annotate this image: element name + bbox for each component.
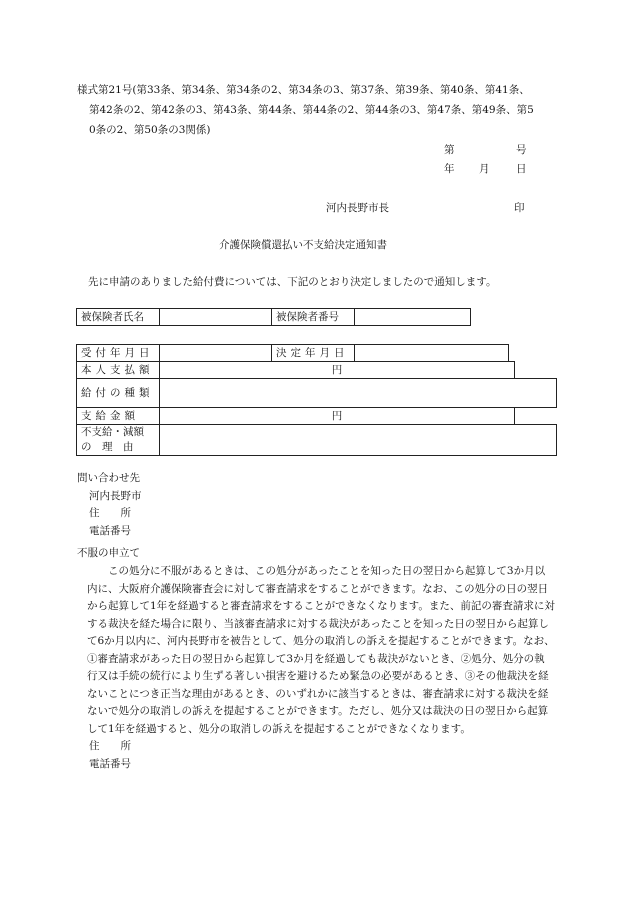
date-year-label: 年 bbox=[444, 163, 455, 175]
benefit-type-table bbox=[76, 378, 557, 408]
reason-label-line-2: の 理 由 bbox=[81, 441, 134, 453]
contact-org: 河内長野市 bbox=[89, 489, 142, 502]
document-title: 介護保険償還払い不支給決定通知書 bbox=[219, 239, 387, 251]
appeal-phone-label: 電話番号 bbox=[89, 757, 131, 770]
contact-heading: 問い合わせ先 bbox=[77, 472, 140, 484]
contact-section bbox=[77, 470, 142, 540]
insured-name-value bbox=[160, 309, 272, 326]
self-pay-label: 本人支払額 bbox=[77, 362, 160, 379]
form-reference-line-2: 第42条の2、第42条の3、第43条、第44条、第44条の2、第44条の3、第47条、第49条、第5 bbox=[89, 104, 534, 116]
pay-amount-unit: 円 bbox=[160, 408, 515, 425]
self-pay-table bbox=[76, 361, 515, 379]
reason-table bbox=[76, 424, 557, 456]
dates-table bbox=[76, 344, 509, 362]
received-date-label: 受付年月日 bbox=[77, 345, 160, 362]
contact-address-label: 住 所 bbox=[89, 507, 131, 519]
reason-label-line-1: 不支給・減額 bbox=[81, 426, 144, 438]
contact-phone-label: 電話番号 bbox=[89, 524, 131, 537]
intro-text: 先に申請のありました給付費については、下記のとおり決定しましたので通知します。 bbox=[88, 276, 497, 288]
doc-number-suffix: 号 bbox=[516, 144, 527, 156]
appeal-heading: 不服の申立て bbox=[77, 547, 140, 559]
doc-number-prefix: 第 bbox=[444, 144, 455, 156]
benefit-type-label: 給付の種類 bbox=[77, 379, 160, 408]
self-pay-unit: 円 bbox=[160, 362, 515, 379]
decision-date-value bbox=[355, 345, 509, 362]
reason-value bbox=[160, 425, 557, 456]
form-reference-line-3: 0条の2、第50条の3関係) bbox=[89, 124, 211, 136]
date-month-label: 月 bbox=[479, 163, 490, 175]
issuer-name: 河内長野市長 bbox=[326, 202, 389, 214]
form-reference bbox=[77, 80, 557, 140]
insured-info-table bbox=[76, 308, 471, 326]
form-reference-line-1: 様式第21号(第33条、第34条、第34条の2、第34条の3、第37条、第39条、第40条、第41条、 bbox=[77, 84, 530, 96]
appeal-section bbox=[77, 563, 555, 773]
reason-label bbox=[77, 425, 160, 456]
insured-name-label: 被保険者氏名 bbox=[77, 309, 160, 326]
decision-date-label: 決定年月日 bbox=[272, 345, 355, 362]
pay-amount-label: 支給金額 bbox=[77, 408, 160, 425]
date-day-label: 日 bbox=[516, 163, 527, 175]
appeal-address-label: 住 所 bbox=[89, 740, 131, 752]
insured-number-label: 被保険者番号 bbox=[272, 309, 355, 326]
pay-amount-table bbox=[76, 407, 515, 425]
issuer-seal: 印 bbox=[514, 202, 525, 214]
benefit-type-value bbox=[160, 379, 557, 408]
appeal-body: この処分に不服があるときは、この処分があったことを知った日の翌日から起算して3か月以内に、大阪府介護保険審査会に対して審査請求をすることができます。なお、この処分の日の翌日から起算して1年を経過すると審査請求をすることができなくなります。また、前記の審査請求に対する裁決を経た場合に限り、当該審査請求に対する裁決があったことを知った日の翌日から起算して6か月以内に、河内長野市を被告として、処分の取消しの訴えを提起することができます。なお、①審査請求があった日の翌日から起算して3か月を経過しても裁決がないとき、②処分、処分の執行又は手続の続行により生ずる著しい損害を避けるため緊急の必要があるとき、③その他裁決を経ないことにつき正当な理由があるとき、のいずれかに該当するときは、審査請求に対する裁決を経ないで処分の取消しの訴えを提起することができます。ただし、処分又は裁決の日の翌日から起算して1年を経過すると、処分の取消しの訴えを提起することができなくなります。 bbox=[87, 565, 555, 735]
insured-number-value bbox=[355, 309, 471, 326]
received-date-value bbox=[160, 345, 272, 362]
